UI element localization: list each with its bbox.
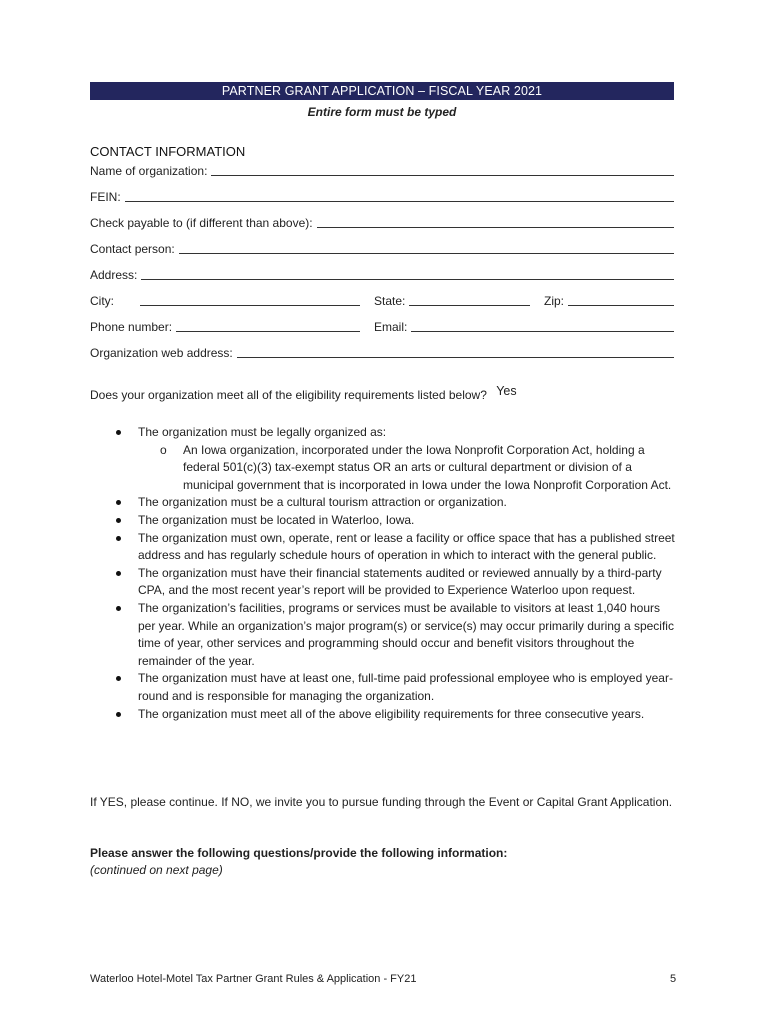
phone-label: Phone number:: [90, 320, 173, 334]
sub-list-item: [90, 442, 680, 495]
footer-page-number: 5: [670, 973, 677, 985]
answer-questions-heading: Please answer the following questions/provide the following information:: [90, 846, 508, 860]
email-segment: [374, 320, 674, 334]
bullet-icon: [116, 500, 121, 505]
address-label: Address:: [90, 268, 138, 282]
phone-email-row: [90, 318, 674, 334]
fein-field[interactable]: [125, 190, 674, 202]
zip-label: Zip:: [544, 294, 565, 308]
state-field[interactable]: [409, 294, 530, 306]
address-field[interactable]: [141, 268, 674, 280]
state-label: State:: [374, 294, 406, 308]
continue-instructions: If YES, please continue. If NO, we invite you to pursue funding through the Event or Capital Grant Application.: [90, 795, 673, 809]
bullet-icon: [116, 676, 121, 681]
list-item-text: The organization’s facilities, programs or services must be available to visitors at least 1,040 hours per year. While an organization’s major program(s) or service(s) may occur primarily during a specific time of year, other services and programming should occur and benefit visitors throughout the remainder of the year.: [138, 600, 674, 668]
list-item: [90, 530, 680, 565]
contact-section-heading: CONTACT INFORMATION: [90, 144, 246, 159]
web-address-label: Organization web address:: [90, 346, 233, 360]
continued-note: (continued on next page): [90, 863, 223, 877]
list-item: [90, 670, 680, 705]
bullet-icon: [116, 518, 121, 523]
bullet-icon: [116, 536, 121, 541]
list-item: [90, 494, 680, 512]
org-name-label: Name of organization:: [90, 164, 208, 178]
city-label: City:: [90, 294, 114, 308]
list-item: [90, 424, 680, 442]
list-item-text: The organization must have at least one, full-time paid professional employee who is employed year-round and is responsible for managing the organization.: [138, 671, 673, 703]
list-item-text: The organization must own, operate, rent or lease a facility or office space that has a published street address and has regularly schedule hours of operation in which to interact with the general public.: [138, 530, 675, 563]
list-item-text: The organization must be legally organized as:: [138, 425, 387, 439]
phone-segment: [90, 320, 360, 334]
footer-document-name: Waterloo Hotel-Motel Tax Partner Grant Rules & Application - FY21: [90, 973, 417, 985]
form-title: PARTNER GRANT APPLICATION – FISCAL YEAR 2021: [90, 82, 674, 100]
list-item: [90, 512, 680, 530]
eligibility-answer[interactable]: Yes: [496, 384, 517, 398]
email-label: Email:: [374, 320, 408, 334]
city-field[interactable]: [140, 294, 360, 306]
eligibility-question: [90, 384, 680, 402]
list-item: [90, 565, 680, 600]
org-name-field[interactable]: [211, 164, 674, 176]
bullet-icon: [116, 430, 121, 435]
org-name-row: [90, 162, 674, 178]
eligibility-list: [90, 424, 680, 723]
list-item-text: The organization must be a cultural tourism attraction or organization.: [138, 495, 507, 510]
bullet-icon: [116, 606, 121, 611]
check-payable-field[interactable]: [317, 216, 674, 228]
zip-field[interactable]: [568, 294, 674, 306]
list-item-text: The organization must be located in Waterloo, Iowa.: [138, 512, 415, 527]
form-subtitle: Entire form must be typed: [307, 105, 457, 119]
zip-segment: [544, 294, 674, 308]
web-address-field[interactable]: [237, 346, 674, 358]
city-segment: [90, 294, 360, 308]
address-row: [90, 266, 674, 282]
web-address-row: [90, 344, 674, 360]
check-payable-label: Check payable to (if different than above):: [90, 216, 313, 230]
email-field[interactable]: [411, 320, 674, 332]
list-item: [90, 600, 680, 670]
list-item: [90, 706, 680, 724]
list-item-text: The organization must meet all of the above eligibility requirements for three consecutive years.: [138, 706, 645, 721]
fein-label: FEIN:: [90, 190, 121, 204]
check-payable-row: [90, 214, 674, 230]
list-item-text: The organization must have their financial statements audited or reviewed annually by a third-party CPA, and the most recent year’s report will be provided to Experience Waterloo upon request.: [138, 565, 662, 598]
bullet-icon: [116, 712, 121, 717]
contact-person-row: [90, 240, 674, 256]
city-state-zip-row: [90, 292, 674, 308]
sub-list-item-text: An Iowa organization, incorporated under the Iowa Nonprofit Corporation Act, holding a federal 501(c)(3) tax-exempt status OR an arts or cultural department or division of a municipal government that is incorporated in Iowa under the Iowa Nonprofit Corporation Act.: [183, 442, 672, 492]
bullet-icon: [116, 571, 121, 576]
contact-person-label: Contact person:: [90, 242, 175, 256]
sub-bullet-marker: o: [160, 442, 167, 457]
fein-row: [90, 188, 674, 204]
eligibility-question-text: Does your organization meet all of the eligibility requirements listed below?: [90, 388, 487, 402]
state-segment: [374, 294, 530, 308]
contact-person-field[interactable]: [179, 242, 674, 254]
phone-field[interactable]: [176, 320, 360, 332]
